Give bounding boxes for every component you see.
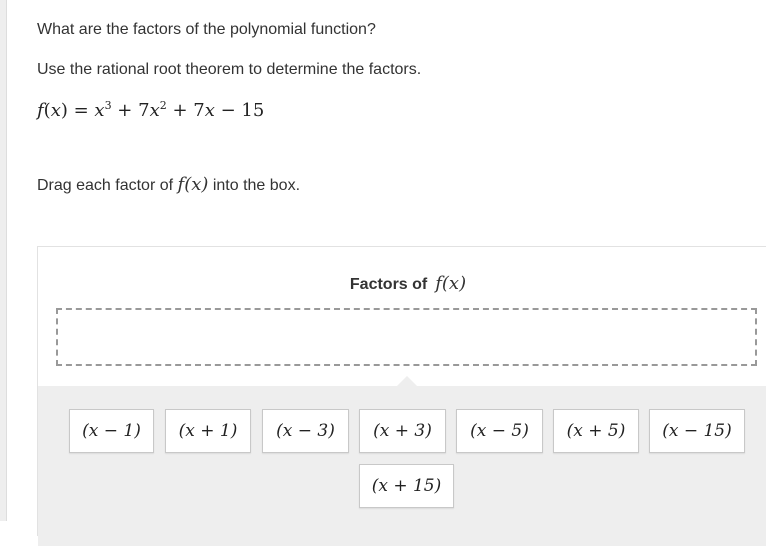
instruction-text: Use the rational root theorem to determine the factors. <box>37 61 422 78</box>
left-border <box>0 0 7 521</box>
drag-drop-panel <box>37 246 766 536</box>
drag-instruction: Drag each factor of f(x) into the box. <box>37 174 301 195</box>
tile-x-minus-1[interactable]: (x − 1) <box>69 409 154 453</box>
panel-title: Factors of f(x) <box>349 273 467 294</box>
tile-x-minus-3[interactable]: (x − 3) <box>262 409 349 453</box>
tile-x-plus-3[interactable]: (x + 3) <box>359 409 446 453</box>
tile-x-plus-5[interactable]: (x + 5) <box>553 409 639 453</box>
answer-tile-tray <box>38 386 766 546</box>
tile-x-plus-15[interactable]: (x + 15) <box>359 464 454 508</box>
question-text: What are the factors of the polynomial function? <box>37 21 376 38</box>
tile-x-plus-1[interactable]: (x + 1) <box>165 409 251 453</box>
polynomial-formula: $f(x) = x^3 + 7x^2 + 7x - 15$ <box>37 99 265 121</box>
tray-pointer <box>396 376 418 387</box>
tile-x-minus-5[interactable]: (x − 5) <box>456 409 543 453</box>
tile-x-minus-15[interactable]: (x − 15) <box>649 409 745 453</box>
factors-drop-zone[interactable] <box>56 308 757 366</box>
